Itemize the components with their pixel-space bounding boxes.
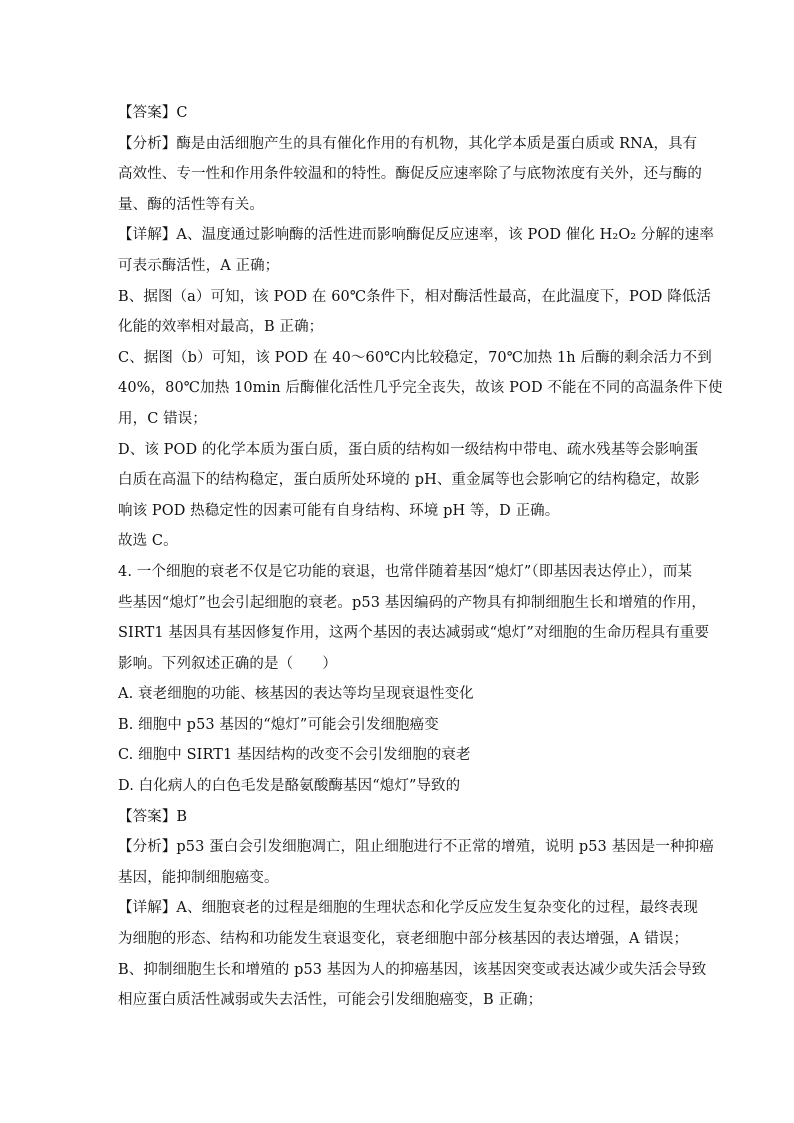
detail-line-q3-7: 用，C 错误； bbox=[118, 410, 207, 427]
analysis-line-q3-3: 量、酶的活性等有关。 bbox=[118, 196, 264, 213]
detail-line-q4-1: 【详解】A、细胞衰老的过程是细胞的生理状态和化学反应发生复杂变化的过程，最终表现 bbox=[118, 900, 698, 917]
detail-line-q3-8: D、该 POD 的化学本质为蛋白质，蛋白质的结构如一级结构中带电、疏水残基等会影响蛋 bbox=[118, 441, 699, 458]
detail-line-q3-9: 白质在高温下的结构稳定，蛋白质所处环境的 pH、重金属等也会影响它的结构稳定，故影 bbox=[118, 472, 700, 489]
detail-line-q3-2: 可表示酶活性，A 正确； bbox=[118, 257, 280, 274]
answer-line-q3: 【答案】C bbox=[118, 105, 188, 121]
analysis-line-q3-2: 高效性、专一性和作用条件较温和的特性。酶促反应速率除了与底物浓度有关外，还与酶的 bbox=[118, 166, 702, 183]
question-4-stem-3: SIRT1 基因具有基因修复作用，这两个基因的表达减弱或“熄灯”对细胞的生命历程具有重要 bbox=[118, 625, 710, 642]
document-body bbox=[118, 98, 723, 1016]
analysis-line-q3-1: 【分析】酶是由活细胞产生的具有催化作用的有机物，其化学本质是蛋白质或 RNA，具有 bbox=[118, 135, 698, 152]
analysis-line-q4-1: 【分析】p53 蛋白会引发细胞凋亡，阻止细胞进行不正常的增殖，说明 p53 基因是一种抑癌 bbox=[118, 839, 714, 856]
answer-line-q4: 【答案】B bbox=[118, 808, 188, 825]
detail-line-q3-3: B、据图（a）可知，该 POD 在 60℃条件下，相对酶活性最高，在此温度下，POD 降低活 bbox=[118, 288, 712, 305]
detail-line-q3-1: 【详解】A、温度通过影响酶的活性进而影响酶促反应速率，该 POD 催化 H₂O₂ 分解的速率 bbox=[118, 227, 714, 244]
detail-line-q3-5: C、据图（b）可知，该 POD 在 40～60℃内比较稳定，70℃加热 1h 后酶的剩余活力不到 bbox=[118, 349, 712, 366]
question-4-option-a: A. 衰老细胞的功能、核基因的表达等均呈现衰退性变化 bbox=[118, 686, 474, 703]
question-4-stem-2: 些基因“熄灯”也会引起细胞的衰老。p53 基因编码的产物具有抑制细胞生长和增殖的作用， bbox=[118, 594, 706, 611]
question-4-option-b: B. 细胞中 p53 基因的“熄灯”可能会引发细胞癌变 bbox=[118, 716, 439, 733]
detail-line-q4-2: 为细胞的形态、结构和功能发生衰退变化，衰老细胞中部分核基因的表达增强，A 错误； bbox=[118, 931, 689, 948]
question-4-option-d: D. 白化病人的白色毛发是酪氨酸酶基因“熄灯”导致的 bbox=[118, 778, 461, 795]
question-4-stem-1: 4. 一个细胞的衰老不仅是它功能的衰退，也常伴随着基因“熄灯”（即基因表达停止），而某 bbox=[118, 563, 693, 580]
question-4-option-c: C. 细胞中 SIRT1 基因结构的改变不会引发细胞的衰老 bbox=[118, 747, 471, 764]
analysis-line-q4-2: 基因，能抑制细胞癌变。 bbox=[118, 869, 279, 886]
detail-line-q3-10: 响该 POD 热稳定性的因素可能有自身结构、环境 pH 等，D 正确。 bbox=[118, 502, 560, 519]
conclusion-line-q3: 故选 C。 bbox=[118, 533, 178, 550]
detail-line-q4-3: B、抑制细胞生长和增殖的 p53 基因为人的抑癌基因，该基因突变或表达减少或失活会导致 bbox=[118, 961, 707, 978]
question-4-stem-4: 影响。下列叙述正确的是（ ） bbox=[118, 655, 337, 672]
detail-line-q3-4: 化能的效率相对最高，B 正确； bbox=[118, 319, 324, 336]
detail-line-q3-6: 40%，80℃加热 10min 后酶催化活性几乎完全丧失，故该 POD 不能在不同的高温条件下使 bbox=[118, 380, 723, 397]
detail-line-q4-4: 相应蛋白质活性减弱或失去活性，可能会引发细胞癌变，B 正确； bbox=[118, 992, 543, 1009]
